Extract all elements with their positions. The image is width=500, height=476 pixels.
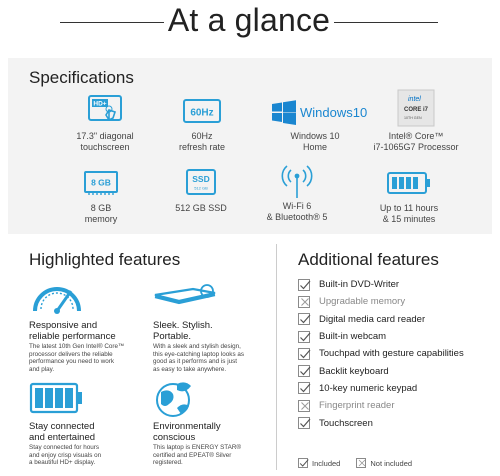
page-title: At a glance xyxy=(167,2,331,38)
spec-ssd xyxy=(146,166,256,214)
feature-performance-desc: The latest 10th Gen Intel® Core™ xyxy=(29,343,125,350)
feature-design xyxy=(153,277,265,373)
spec-refresh-line1: 60Hz xyxy=(191,131,213,141)
ssd-capacity-badge: 512 GB xyxy=(194,185,208,191)
included-check-icon xyxy=(298,365,310,377)
feature-design-desc: With a sleek and stylish design, xyxy=(153,343,241,350)
refresh-rate-icon xyxy=(180,96,224,126)
spec-touchscreen xyxy=(50,94,160,153)
included-check-icon xyxy=(298,313,310,325)
specifications-title: Specifications xyxy=(29,68,134,87)
list-item xyxy=(298,276,464,293)
feature-design-desc: good as it performs and is just xyxy=(153,358,237,366)
feature-performance-desc: processor delivers the reliable xyxy=(29,350,113,358)
feature-label: Upgradable memory xyxy=(319,296,406,308)
feature-performance-head1: Responsive and xyxy=(29,320,98,331)
spec-battery-line2: & 15 minutes xyxy=(382,214,436,224)
list-item xyxy=(298,380,464,397)
battery-icon xyxy=(384,168,434,198)
title-rule-right xyxy=(334,22,438,23)
spec-battery xyxy=(354,166,464,225)
feature-connected-desc: Stay connected for hours xyxy=(29,444,100,451)
wifi-icon xyxy=(277,162,317,200)
feature-connected-desc: a beautiful HD+ display. xyxy=(29,459,96,467)
memory-badge: 8 GB xyxy=(91,177,111,188)
highlighted-features-title: Highlighted features xyxy=(29,250,181,269)
title-rule-left xyxy=(60,22,164,23)
ssd-icon xyxy=(179,168,223,198)
list-item xyxy=(298,362,464,379)
spec-ssd-line1: 512 GB SSD xyxy=(175,203,227,213)
feature-label: Fingerprint reader xyxy=(319,400,395,412)
feature-design-desc: as easy to take anywhere. xyxy=(153,365,227,373)
ssd-badge: SSD xyxy=(192,174,210,184)
feature-performance-desc: and play. xyxy=(29,365,55,373)
speedometer-icon xyxy=(29,277,85,317)
windows-badge: Windows10 xyxy=(300,105,368,120)
feature-environment-head1: Environmentally xyxy=(153,421,221,432)
spec-memory-line1: 8 GB xyxy=(90,203,112,213)
additional-features-list xyxy=(298,276,464,432)
list-item xyxy=(298,345,464,362)
included-check-icon xyxy=(298,382,310,394)
included-check-icon xyxy=(298,417,310,429)
spec-processor-line2: i7-1065G7 Processor xyxy=(373,142,459,152)
feature-connected-head2: and entertained xyxy=(29,432,96,443)
feature-label: Built-in DVD-Writer xyxy=(319,279,400,291)
feature-label: Touchpad with gesture capabilities xyxy=(319,348,464,360)
gen-badge: 10TH GEN xyxy=(404,116,422,120)
feature-connected xyxy=(29,378,141,467)
feature-environment-desc: certified and EPEAT® Silver xyxy=(153,451,232,459)
battery-full-icon xyxy=(29,378,85,418)
spec-touchscreen-line2: touchscreen xyxy=(80,142,130,152)
included-check-icon xyxy=(298,458,308,468)
list-item xyxy=(298,311,464,328)
intel-core-i7-icon xyxy=(396,88,436,128)
specifications-panel xyxy=(8,58,492,234)
feature-performance xyxy=(29,277,141,373)
legend-not-included: Not included xyxy=(370,458,413,468)
refresh-rate-badge: 60Hz xyxy=(190,107,214,119)
not-included-x-icon xyxy=(298,296,310,308)
included-check-icon xyxy=(298,331,310,343)
spec-windows-line2: Home xyxy=(302,142,327,152)
windows-logo-icon xyxy=(270,96,368,126)
spec-refresh-line2: refresh rate xyxy=(178,142,226,152)
feature-connected-head1: Stay connected xyxy=(29,421,95,432)
slim-laptop-icon xyxy=(153,277,217,317)
not-included-x-icon xyxy=(298,400,310,412)
spec-touchscreen-line1: 17.3" diagonal xyxy=(76,131,134,141)
spec-memory xyxy=(46,166,156,225)
included-check-icon xyxy=(298,279,310,291)
spec-windows xyxy=(260,94,370,153)
feature-label: Digital media card reader xyxy=(319,313,426,325)
feature-label: 10-key numeric keypad xyxy=(319,382,418,394)
spec-wifi-line2: & Bluetooth® 5 xyxy=(266,212,328,222)
feature-performance-desc: performance you need to work xyxy=(29,358,115,366)
feature-connected-desc: and enjoy crisp visuals on xyxy=(29,451,102,459)
list-item xyxy=(298,397,464,414)
spec-processor xyxy=(361,88,471,153)
feature-design-head2: Portable. xyxy=(153,331,192,342)
feature-design-head1: Sleek. Stylish. xyxy=(153,320,213,331)
feature-environment xyxy=(153,378,265,467)
spec-wifi-line1: Wi-Fi 6 xyxy=(282,201,312,211)
leaf-globe-icon xyxy=(153,378,197,418)
list-item xyxy=(298,293,464,310)
legend-included: Included xyxy=(312,458,341,468)
list-item xyxy=(298,414,464,431)
feature-performance-head2: reliable performance xyxy=(29,331,116,342)
spec-processor-line1: Intel® Core™ xyxy=(388,131,444,141)
intel-badge: intel xyxy=(408,96,421,103)
list-item xyxy=(298,328,464,345)
memory-icon xyxy=(79,168,123,198)
core-i7-badge: CORE i7 xyxy=(404,107,429,113)
touchscreen-icon xyxy=(83,94,127,128)
additional-features-title: Additional features xyxy=(298,250,439,269)
legend xyxy=(298,458,412,468)
included-check-icon xyxy=(298,348,310,360)
feature-environment-head2: conscious xyxy=(153,432,196,443)
feature-environment-desc: This laptop is ENERGY STAR® xyxy=(153,444,242,451)
column-divider xyxy=(276,244,277,470)
spec-memory-line2: memory xyxy=(84,214,118,224)
spec-windows-line1: Windows 10 xyxy=(290,131,340,141)
feature-label: Touchscreen xyxy=(319,417,373,429)
spec-wifi xyxy=(242,162,352,223)
not-included-x-icon xyxy=(356,458,366,468)
feature-environment-desc: registered. xyxy=(153,459,183,467)
spec-battery-line1: Up to 11 hours xyxy=(379,203,439,213)
header xyxy=(0,0,500,52)
touchscreen-badge: HD+ xyxy=(93,100,107,108)
spec-refresh-rate xyxy=(147,94,257,153)
feature-design-desc: this eye-catching laptop looks as xyxy=(153,350,245,358)
feature-label: Built-in webcam xyxy=(319,331,387,343)
feature-label: Backlit keyboard xyxy=(319,365,389,377)
